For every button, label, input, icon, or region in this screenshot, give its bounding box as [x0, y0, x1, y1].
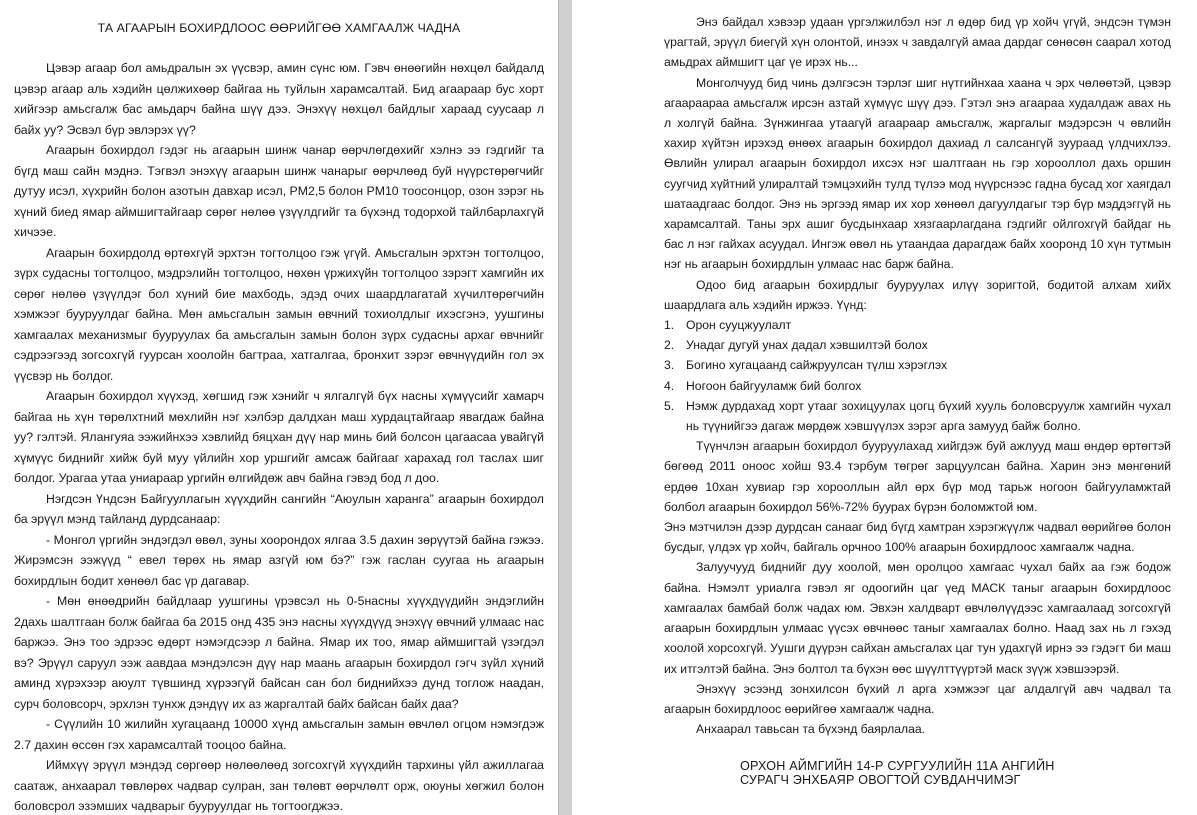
- list-item: [664, 355, 1171, 375]
- signature-school: ОРХОН АЙМГИЙН 14-Р СУРГУУЛИЙН 11А АНГИЙН: [740, 759, 1055, 774]
- list-number: 5.: [664, 398, 675, 413]
- list-number: 2.: [664, 338, 675, 353]
- right-page: [572, 0, 1197, 815]
- page-divider: [558, 0, 559, 815]
- measures-list: [664, 315, 1171, 436]
- paragraph: Агаарын бохирдол гэдэг нь агаарын шинж чанар өөрчлөгдөхийг хэлнэ ээ гэдгийг та бүгд маш сайн мэднэ. Тэгвэл энэхүү агаарын шинж чанарыг өөрчлөөд буй нүүрстөрөгчийг дутуу исэл, хүхрийн болон азотын давхар исэл, PM2,5 болон PM10 тоосонцор, озон зэрэг нь хүний биед ямар аймшигтайгаар сөрөг нөлөө үзүүлдгийг та бүхэнд тодорхой тайлбарлахгүй хичээе.: [14, 143, 544, 239]
- list-item-text: Богино хугацаанд сайжруулсан түлш хэрэглэх: [686, 358, 948, 373]
- list-item-text: Орон сууцжуулалт: [686, 318, 792, 333]
- page-gutter: [558, 0, 572, 815]
- list-item: [664, 315, 1171, 335]
- paragraph: Агаарын бохирдолд өртөхгүй эрхтэн тогтолцоо гэж үгүй. Амьсгалын эрхтэн тогтолцоо, зүрх судасны тогтолцоо, мэдрэлийн тогтолцоо, нөхөн үржихүйн тогтолцоо зэрэгт хамгийн их сөрөг нөлөө үзүүлдэг бол хүний бие махбодь, эдэд очих шаардлагатай хүчилтөрөгчийн хэмжээг бууруулдаг байна. Мөн амьсгалын замын өвчний тохиолдлыг ихэсгэнэ, уушгины хамгаалах механизмыг бууруулах ба амьсгалын замын болон зүрх судасны архаг өвчнийг сэдрээгээд зогсохгүй гуурсан хоолойн багтраа, хатгалгаа, бронхит зэрэг өвчнүүдийн гол эх үүсвэр нь болдог.: [14, 245, 544, 383]
- paragraph: Түүнчлэн агаарын бохирдол бууруулахад хийгдэж буй ажлууд маш өндөр өртөгтэй бөгөөд 2011 оноос хойш 93.4 тэрбум төгрөг зарцуулсан байна. Харин энэ мөнгөний ердөө 10хан хувиар гэр хорооллын айл өрх бүр мод тарьж ногоон байгууламжтай болбол агаарын бохирдол 56%-72% буурах бүрэн боломжтой юм.: [664, 439, 1171, 514]
- list-item: [664, 376, 1171, 396]
- paragraph: Нэгдсэн Үндсэн Байгууллагын хүүхдийн сангийн “Аюулын харанга” агаарын бохирдол ба эрүүл мэнд тайланд дурдсанаар:: [14, 491, 544, 526]
- list-item-text: Ногоон байгууламж бий болгох: [686, 378, 862, 393]
- signature-student: СУРАГЧ ЭНХБАЯР ОВОГТОЙ СУВДАНЧИМЭГ: [740, 773, 1021, 788]
- list-item-text: Унадаг дугуй унах дадал хэвшилтэй болох: [686, 338, 928, 353]
- paragraph: Энэ мэтчилэн дээр дурдсан санааг бид бүгд хамтран хэрэгжүүлж чадвал өөрийгөө болон бусдыг, үлдэх үр хойч, байгаль орчноо 100% агаарын бохирдлоос хамгаалж чадна.: [664, 520, 1171, 555]
- list-item: [664, 335, 1171, 355]
- paragraph: Анхаарал тавьсан та бүхэнд баярлалаа.: [696, 722, 926, 737]
- list-number: 1.: [664, 318, 675, 333]
- paragraph: Залуучууд биднийг дуу хоолой, мөн оролцоо хамгаас чухал байх аа гэж бодож байна. Нэмэлт уриалга гэвэл яг одоогийн цаг үед МАСК таныг агаарын бохирдлоос хамгаалах бамбай болж чадах юм. Эвхэн халдварт өвчлөлүүдээс хамгаалаад зогсохгүй агаарын бохирдлын улмаас үүсэх өвчнөөс таныг хамгаалах болно. Наад зах нь л гэхэд хоолой хорсохгүй. Уушги дүүрэн сайхан амьсгалах цаг тун удахгүй ирнэ ээ гэдэгт би маш их итгэлтэй байна. Энэ болтол та бүхэн өөс шүүлттүүртэй маск зүүж хэвшээрэй.: [664, 560, 1171, 676]
- document-title: ТА АГААРЫН БОХИРДЛООС ӨӨРИЙГӨӨ ХАМГААЛЖ ЧАДНА: [97, 21, 461, 35]
- paragraph: Одоо бид агаарын бохирдлыг бууруулах илүү зоригтой, бодитой алхам хийх шаардлага аль хэдийн иржээ. Үүнд:: [664, 277, 1171, 312]
- bullet-paragraph: - Монгол үргийн эндэгдэл өвөл, зуны хоорондох ялгаа 3.5 дахин зөрүүтэй байна гэжээ. Жирэмсэн ээжүүд “ евел төрөх нь ямар азгүй юм бэ?” гэж гаслан суугаа нь агаарын бохирдлын бодит хөнөөл бас үр дагавар.: [14, 532, 544, 588]
- paragraph: Агаарын бохирдол хүүхэд, хөгшид гэж хэнийг ч ялгалгүй бүх насны хүмүүсийг хамарч байгаа нь хүн төрөлхтний мөхлийн нэг хэлбэр далдхан маш хурдацтайгаар явагдаж байна уу? гэлтэй. Ялангуяа ээжийнхээ хэвлийд бяцхан дүү нар минь бий болсон цагаасаа увайгүй хүмүүс биднийг хийж буй муу үйлийн хор уршгийг амсаж байгааг харахад гол таслах шиг болдог. Урагаа утаа униараар ургийн өлгийдөж авч байна гэвэд бод л доо.: [14, 389, 544, 485]
- list-number: 4.: [664, 378, 675, 393]
- paragraph: Монголчууд бид чинь дэлгэсэн тэрлэг шиг нүтгийнхаа хаана ч эрх чөлөөтэй, цэвэр агаараараа амьсгалж ирсэн азтай хүмүүс шүү дээ. Гэтэл энэ агаараа худалдаж авах нь л холгүй байна. Зүнжингаа утаагүй агаараар амьсгалж, жаргалыг мэдэрсэн ч өвлийн хахир хүйтэн ирэхэд өнөөх агаарын бохирдол дахиад л салсангүй зуураад үлдчихлээ. Өвлийн улирал агаарын бохирдол ихсэх нэг шалтгаан нь гэр хорооллол дахь оршин суугчид хүйтний улиралтай тэмцэхийн тулд түлээ мод нүүрснээс гадна бусад хог хаягдал шатаадгаас болдог. Энэ нь эргээд ямар их хор хөнөөл дагуулдагыг тэр бүр мэддэггүй нь харамсалтай. Таны эрх ашиг бусдынхаар хязгаарлагдана гэдгийг ойлгохгүй байдаг нь бас л нэг гайхах асуудал. Ингэж өвөл нь утаандаа дарагдаж байх хооронд 10 хүн тутмын нэг нь агаарын бохирдлын улмаас нас барж байна.: [664, 75, 1171, 272]
- list-item: [664, 396, 1171, 436]
- paragraph: Иймхүү эрүүл мэндэд сөргөөр нөлөөлөөд зогсохгүй хүүхдийн тархины үйл ажиллагаа саатаж, анхаарал төвлөрөх чадвар сулран, зан төлөвт өөрчлөлт орж, оюуны хөгжил болон боловсрол эзэмших чадварыг бууруулдаг нь тогтоогджээ.: [14, 758, 544, 813]
- author-signature: [664, 759, 1171, 787]
- paragraph: Цэвэр агаар бол амьдралын эх үүсвэр, амин сүнс юм. Гэвч өнөөгийн нөхцөл байдалд цэвэр агаар аль хэдийн цөлжихөөр байгаа нь туйлын харамсалтай. Бид агаараар бус хорт хийгээр амьсгалж бас амьдарч байна шүү дээ. Энэхүү нөхцөл байдлыг хараад суусаар л байх уу? Эсвэл бүр эвлэрэх үү?: [14, 61, 544, 137]
- bullet-paragraph: - Мөн өнөөдрийн байдлаар уушгины үрэвсэл нь 0-5насны хүүхдүүдийн эндэглийн 2дахь шалтгаан болж байгаа ба 2015 онд 435 энэ насны хүүхдүүд энэхүү өвчний улмаас нас баржээ. Энэ тоо эдрээс өдөрт нэмэгдсээр л байна. Ямар их тоо, ямар аймшигтай үзэгдэл вэ? Эрүүл саруул ээж аавдаа мэндэлсэн дүү нар маань агаарын бохирдол гэгч зүйл хүний аминд хүрэхээр аюулт түвшинд хүрээгүй байсан сан бол биднийхээ дунд тоглож наадан, сурч боловсорч, эрхлэн тунхж дэндүү их аз жаргалтай байх байсан байх даа?: [14, 594, 544, 711]
- paragraph: Энэхүү эсээнд зонхилсон бүхий л арга хэмжээг цаг алдалгүй авч чадвал та агаарын бохирдлоос өөрийгөө хамгаалж чадна.: [664, 681, 1171, 716]
- list-item-text: Нэмж дурдахад хорт утааг зохицуулах цогц бүхий хууль боловсруулж хамгийн чухал нь түүнийгээ дагаж мөрдөж хэвшүүлэх зэрэг арга замууд байж болно.: [686, 398, 1171, 434]
- paragraph: Энэ байдал хэвээр удаан үргэлжилбэл нэг л өдөр бид үр хойч үгүй, эндсэн түмэн үрагтай, эрүүл биегүй хүн олонтой, инээх ч завдалгүй амаа дардаг сөнөсөн саарал хотод амьдрах аймшигт цаг үе ирэх нь...: [664, 15, 1171, 70]
- bullet-paragraph: - Сүүлийн 10 жилийн хугацаанд 10000 хүнд амьсгалын замын өвчлөл огцом нэмэгдэж 2.7 дахин өссөн гэх харамсалтай тооцоо байна.: [14, 717, 544, 752]
- left-page: [0, 0, 558, 815]
- list-number: 3.: [664, 358, 675, 373]
